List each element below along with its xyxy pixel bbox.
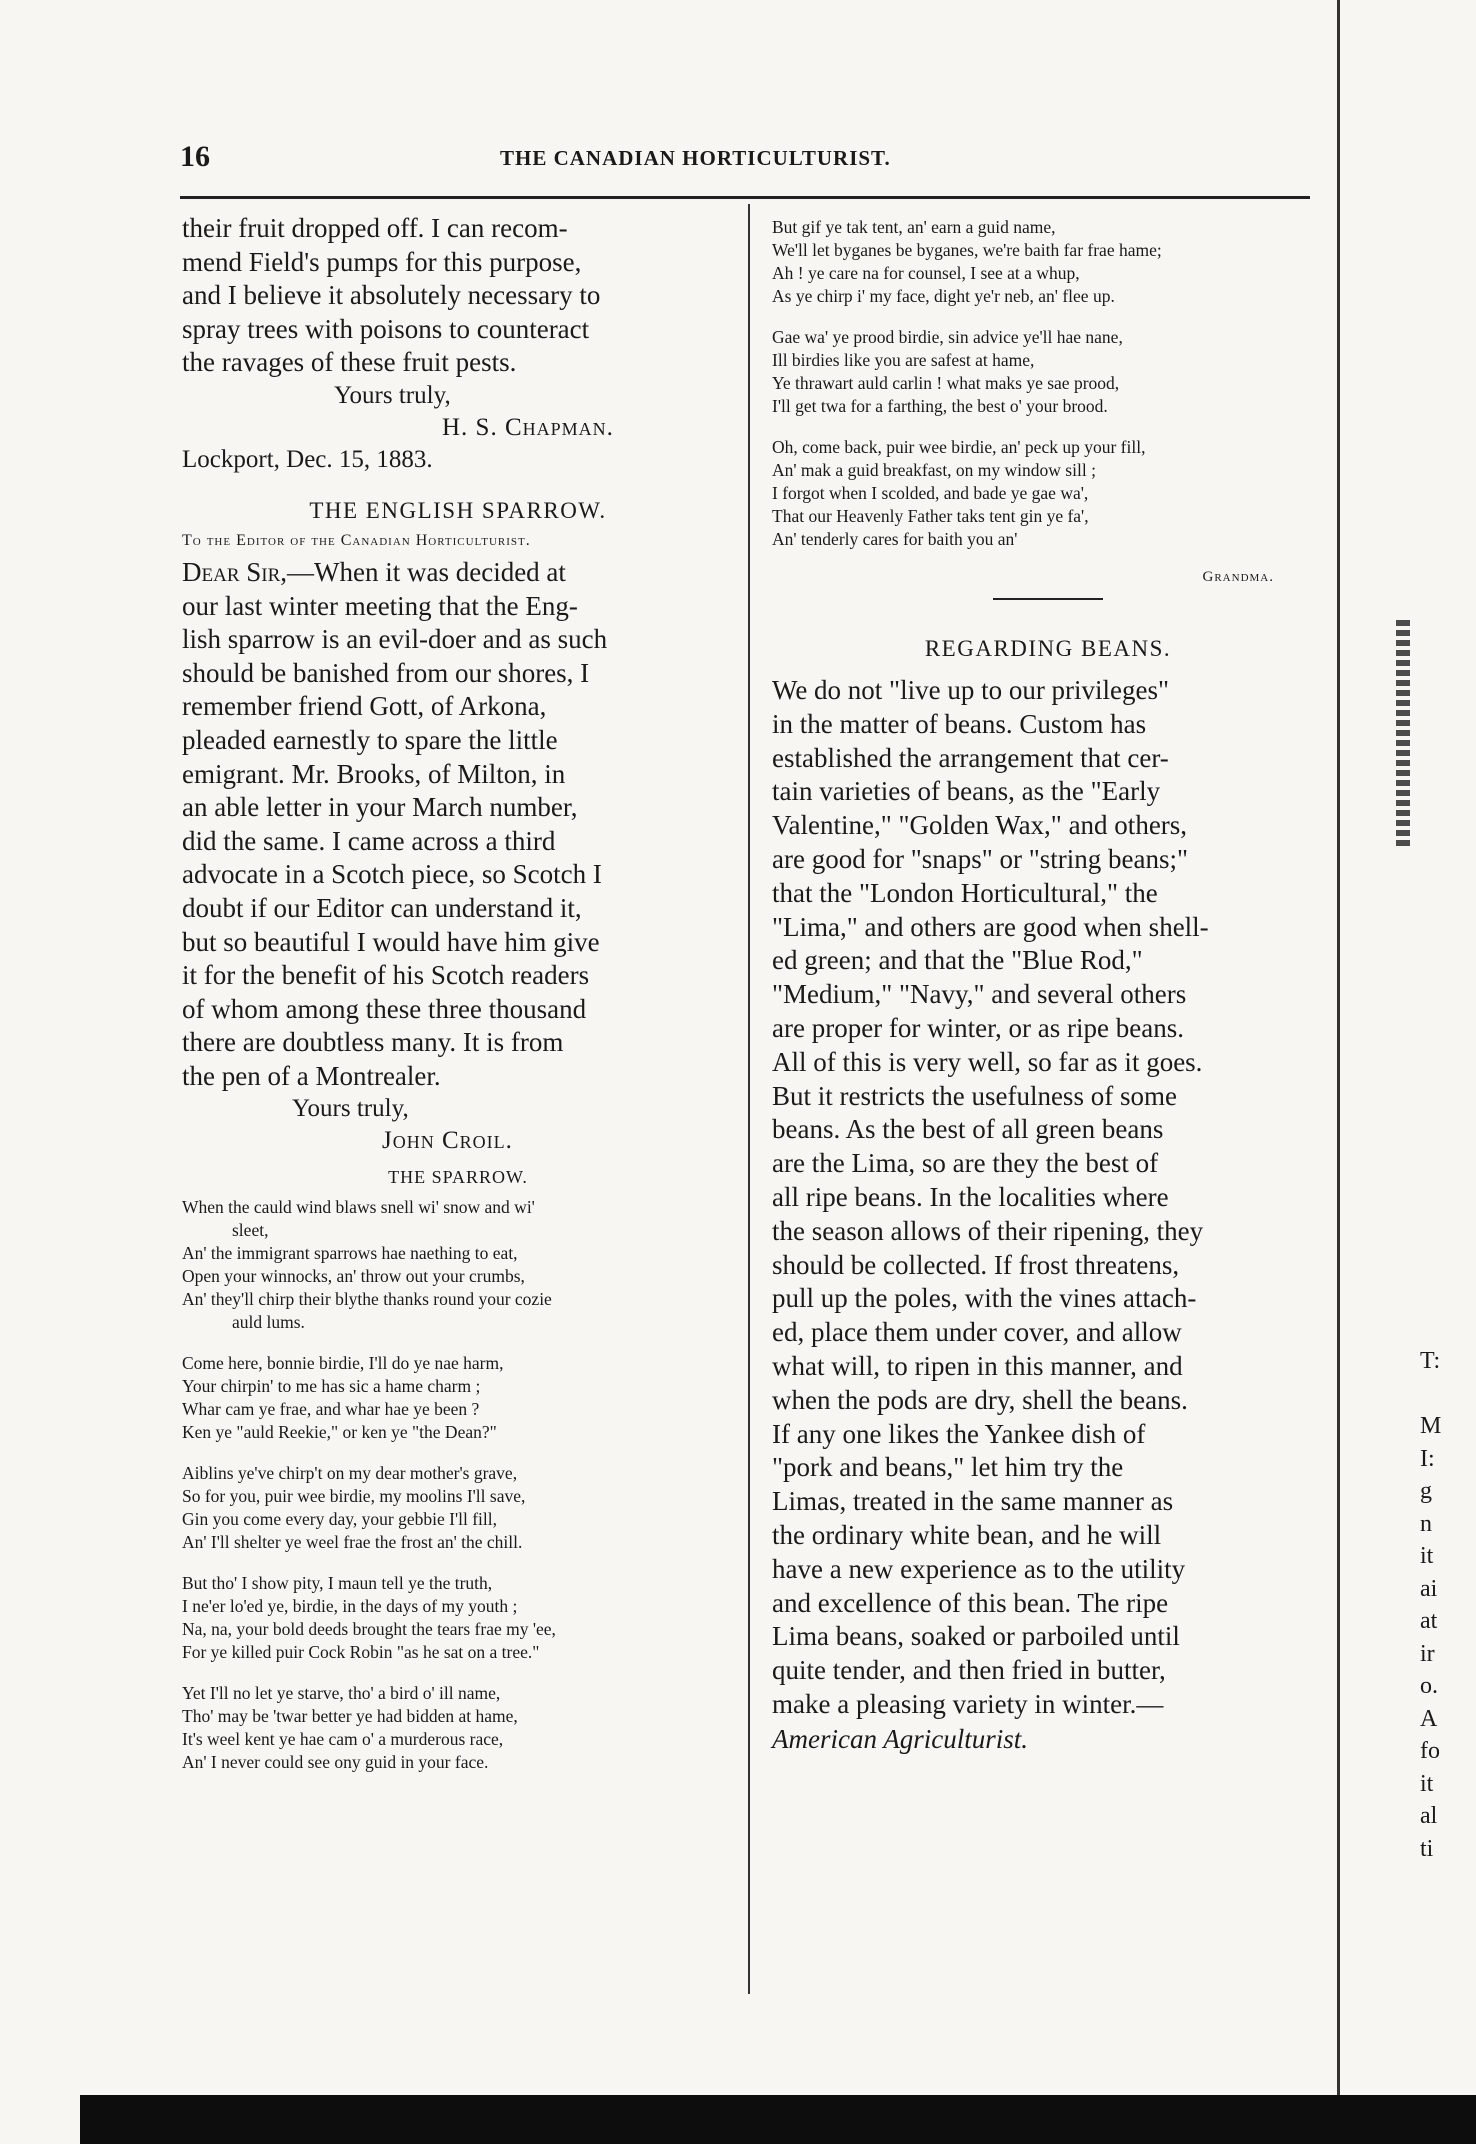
verse-line: Open your winnocks, an' throw out your crumbs, [182, 1266, 525, 1287]
verse-line: For ye killed puir Cock Robin "as he sat on a tree." [182, 1642, 540, 1663]
text-line: the season allows of their ripening, they [772, 1215, 1204, 1246]
verse-line: Ken ye "auld Reekie," or ken ye "the Dean?" [182, 1422, 497, 1443]
letter-ending [182, 212, 734, 380]
edge-fragment: it [1420, 1543, 1434, 1569]
salutation: Dear Sir, [182, 556, 288, 587]
verse-line: Oh, come back, puir wee birdie, an' peck up your fill, [772, 437, 1146, 457]
verse-line: Ah ! ye care na for counsel, I see at a whup, [772, 263, 1080, 283]
text-line: and excellence of this bean. The ripe [772, 1587, 1169, 1618]
verse-line: An' tenderly cares for baith you an' [772, 529, 1018, 549]
verse-line: Na, na, your bold deeds brought the tears frae my 'ee, [182, 1619, 556, 1640]
text-line: but so beautiful I would have him give [182, 926, 600, 957]
verse-line: Come here, bonnie birdie, I'll do ye nae harm, [182, 1353, 504, 1374]
verse-line: Tho' may be 'twar better ye had bidden at hame, [182, 1706, 518, 1727]
text-line: pull up the poles, with the vines attach- [772, 1283, 1197, 1314]
text-line: are the Lima, so are they the best of [772, 1148, 1159, 1179]
text-line: doubt if our Editor can understand it, [182, 892, 582, 923]
edge-fragment: n [1420, 1510, 1432, 1537]
verse-line: Whar cam ye frae, and whar hae ye been ? [182, 1399, 480, 1420]
edge-fragment: fo [1420, 1738, 1440, 1764]
text-line: when the pods are dry, shell the beans. [772, 1384, 1188, 1415]
text-line: should be collected. If frost threatens, [772, 1249, 1180, 1280]
edge-fragment: g [1420, 1478, 1432, 1504]
closing: Yours truly, [292, 1095, 409, 1123]
letter-body [182, 556, 734, 1094]
article-source: American Agriculturist. [772, 1723, 1028, 1754]
text-line: have a new experience as to the utility [772, 1553, 1186, 1584]
verse-line: An' they'll chirp their blythe thanks round your cozie [182, 1289, 552, 1310]
text-line: Limas, treated in the same manner as [772, 1486, 1174, 1517]
running-title: THE CANADIAN HORTICULTURIST. [500, 146, 891, 170]
stanza [772, 326, 1324, 418]
text-line: their fruit dropped off. I can recom- [182, 213, 568, 243]
verse-line: I'll get twa for a farthing, the best o' your brood. [772, 396, 1108, 416]
poem-signature: Grandma. [1202, 569, 1274, 585]
text-line: Valentine," "Golden Wax," and others, [772, 810, 1188, 841]
text-line: in the matter of beans. Custom has [772, 708, 1147, 739]
verse-line: Gae wa' ye prood birdie, sin advice ye'll hae nane, [772, 327, 1123, 347]
text-line: "pork and beans," let him try the [772, 1452, 1124, 1483]
text-line: are proper for winter, or as ripe beans. [772, 1012, 1184, 1043]
verse-line: I ne'er lo'ed ye, birdie, in the days of my youth ; [182, 1596, 518, 1617]
verse-line: As ye chirp i' my face, dight ye'r neb, an' flee up. [772, 286, 1115, 306]
edge-fragment: ti [1420, 1835, 1434, 1862]
stanza [182, 1682, 734, 1774]
place-date: Lockport, Dec. 15, 1883. [182, 445, 433, 473]
verse-line: When the cauld wind blaws snell wi' snow and wi' [182, 1197, 535, 1218]
edge-fragment: ai [1420, 1575, 1438, 1602]
poem [182, 1196, 734, 1774]
verse-line: But tho' I show pity, I maun tell ye the truth, [182, 1573, 493, 1594]
text-line: Dear Sir,—When it was decided at [182, 556, 566, 587]
poem-continued [772, 216, 1324, 551]
text-line: it for the benefit of his Scotch readers [182, 960, 590, 991]
text-line: are good for "snaps" or "string beans;" [772, 843, 1188, 874]
left-column [182, 212, 734, 1792]
text-line: the ravages of these fruit pests. [182, 347, 517, 378]
text-line: of whom among these three thousand [182, 993, 587, 1024]
text-line: ed green; and that the "Blue Rod," [772, 945, 1143, 976]
text-line: there are doubtless many. It is from [182, 1027, 564, 1058]
edge-fragment: al [1420, 1803, 1438, 1829]
right-column [772, 216, 1324, 1756]
text-line: beans. As the best of all green beans [772, 1114, 1164, 1145]
verse-line: sleet, [232, 1220, 269, 1241]
edge-fragment: T: [1420, 1348, 1441, 1374]
text-line: Lima beans, soaked or parboiled until [772, 1621, 1180, 1652]
text-line: emigrant. Mr. Brooks, of Milton, in [182, 758, 566, 789]
verse-line: It's weel kent ye hae cam o' a murderous race, [182, 1729, 504, 1750]
stanza [182, 1352, 734, 1444]
page-edge [1337, 0, 1340, 2144]
edge-fragment [1420, 1378, 1470, 1411]
text-line: We do not "live up to our privileges" [772, 675, 1170, 705]
verse-line: An' I'll shelter ye weel frae the frost an' the chill. [182, 1532, 523, 1553]
edge-fragment: it [1420, 1770, 1434, 1797]
verse-line: An' I never could see ony guid in your face. [182, 1752, 489, 1773]
author-signature: John Croil. [382, 1127, 513, 1155]
edge-fragment: M [1420, 1413, 1442, 1439]
text-line: advocate in a Scotch piece, so Scotch I [182, 859, 602, 890]
verse-line: Aiblins ye've chirp't on my dear mother's grave, [182, 1463, 518, 1484]
verse-line: auld lums. [232, 1312, 305, 1333]
text-line: did the same. I came across a third [182, 825, 556, 856]
verse-line: That our Heavenly Father taks tent gin ye fa', [772, 506, 1089, 526]
verse-line: Yet I'll no let ye starve, tho' a bird o' ill name, [182, 1683, 501, 1704]
edge-fragment: I: [1420, 1445, 1435, 1472]
text-line: our last winter meeting that the Eng- [182, 590, 578, 621]
edge-fragment: o. [1420, 1673, 1438, 1699]
column-divider [748, 204, 750, 1994]
article-heading: REGARDING BEANS. [924, 636, 1172, 661]
article-body [772, 674, 1324, 1722]
verse-line: Ye thrawart auld carlin ! what maks ye sae prood, [772, 373, 1120, 393]
edge-fragment: A [1420, 1705, 1438, 1732]
verse-line: We'll let byganes be byganes, we're baith far frae hame; [772, 240, 1162, 260]
text-line: tain varieties of beans, as the "Early [772, 776, 1161, 807]
text-line: what will, to ripen in this manner, and [772, 1350, 1183, 1381]
verse-line: Gin you come every day, your gebbie I'll fill, [182, 1509, 497, 1530]
text-line: established the arrangement that cer- [772, 742, 1169, 773]
text-line: "Medium," "Navy," and several others [772, 979, 1187, 1010]
text-line: If any one likes the Yankee dish of [772, 1418, 1146, 1449]
text-line: remember friend Gott, of Arkona, [182, 691, 547, 722]
text-line: But it restricts the usefulness of some [772, 1080, 1177, 1111]
text-line: All of this is very well, so far as it goes. [772, 1046, 1203, 1077]
edge-ornament [1396, 620, 1410, 850]
stanza [772, 216, 1324, 308]
stanza [182, 1572, 734, 1664]
editor-address: To the Editor of the Canadian Horticulturist. [182, 531, 531, 549]
text-line: quite tender, and then fried in butter, [772, 1655, 1166, 1686]
text-line: should be banished from our shores, I [182, 657, 590, 688]
verse-line: An' the immigrant sparrows hae naething to eat, [182, 1243, 518, 1264]
text-line: mend Field's pumps for this purpose, [182, 246, 582, 277]
verse-line: But gif ye tak tent, an' earn a guid name, [772, 217, 1056, 237]
stanza [772, 436, 1324, 551]
stanza [182, 1196, 734, 1334]
author-signature: H. S. Chapman. [442, 413, 614, 441]
stanza [182, 1462, 734, 1554]
verse-line: I forgot when I scolded, and bade ye gae wa', [772, 483, 1089, 503]
text-line: the ordinary white bean, and he will [772, 1519, 1162, 1550]
text-line: spray trees with poisons to counteract [182, 313, 590, 344]
text-line: and I believe it absolutely necessary to [182, 280, 601, 311]
text-line: all ripe beans. In the localities where [772, 1181, 1169, 1212]
text-line: "Lima," and others are good when shell- [772, 911, 1209, 942]
bottom-scan-band [80, 2095, 1476, 2144]
edge-fragment: ir [1420, 1640, 1435, 1667]
edge-fragment: at [1420, 1608, 1438, 1634]
verse-line: An' mak a guid breakfast, on my window sill ; [772, 460, 1096, 480]
article-heading: THE ENGLISH SPARROW. [309, 497, 607, 523]
text-line: pleaded earnestly to spare the little [182, 724, 558, 755]
text-line: make a pleasing variety in winter.— [772, 1688, 1164, 1719]
text-line: that the "London Horticultural," the [772, 877, 1158, 908]
section-divider [993, 598, 1103, 600]
text-line: the pen of a Montrealer. [182, 1060, 441, 1091]
text-line: ed, place them under cover, and allow [772, 1317, 1182, 1348]
verse-line: Ill birdies like you are safest at hame, [772, 350, 1035, 370]
header-rule [180, 196, 1310, 199]
closing: Yours truly, [334, 381, 451, 409]
verse-line: Your chirpin' to me has sic a hame charm ; [182, 1376, 481, 1397]
page-number: 16 [180, 140, 210, 173]
text-line: an able letter in your March number, [182, 792, 578, 823]
text-line: lish sparrow is an evil-doer and as such [182, 624, 608, 655]
adjacent-page-fragments [1420, 1345, 1470, 1865]
poem-title: THE SPARROW. [388, 1167, 528, 1188]
verse-line: So for you, puir wee birdie, my moolins I'll save, [182, 1486, 526, 1507]
